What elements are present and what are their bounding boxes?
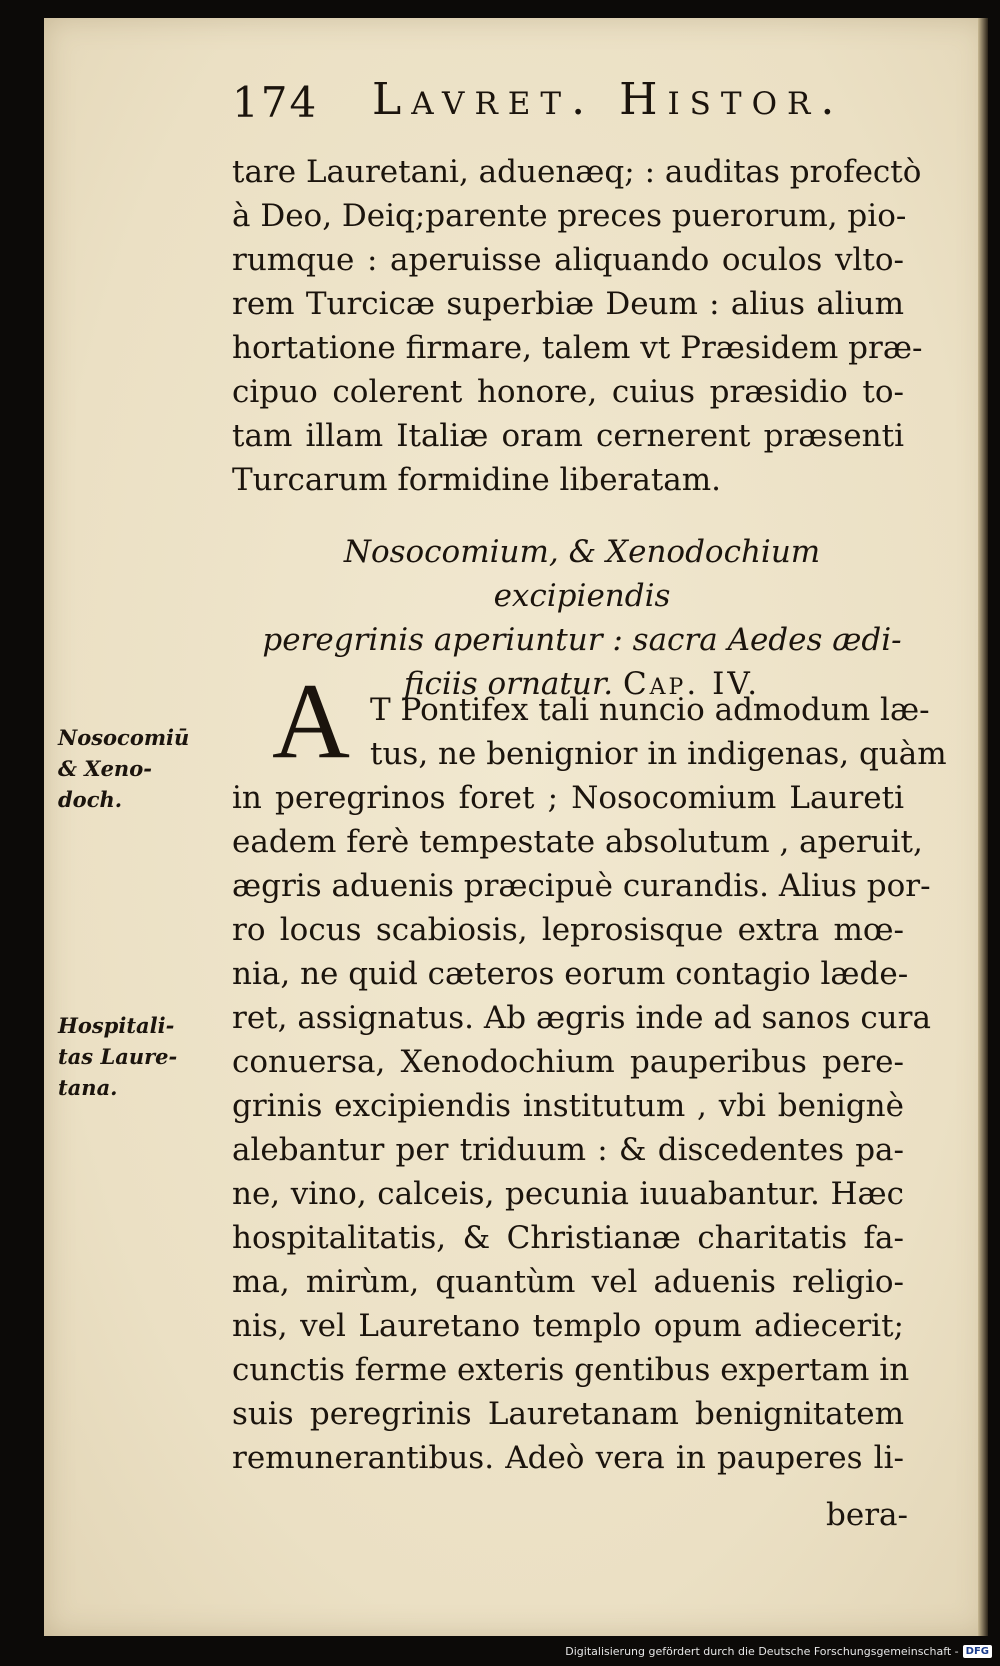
text-line: suis peregrinis Lauretanam benignitatem — [232, 1396, 904, 1432]
text-line: hospitalitatis, & Christianæ charitatis fa- — [232, 1220, 904, 1256]
digitization-credit — [565, 1645, 992, 1658]
chapter-heading — [262, 530, 902, 706]
text-line: nis, vel Lauretano templo opum adiecerit; — [232, 1308, 904, 1344]
page-header — [232, 70, 872, 140]
text-line: cipuo colerent honore, cuius præsidio to- — [232, 374, 904, 410]
text-line: ma, mirùm, quantùm vel aduenis religio- — [232, 1264, 904, 1300]
text-line: Turcarum formidine liberatam. — [232, 462, 722, 498]
page-number: 174 — [232, 78, 319, 127]
text-line: conuersa, Xenodochium pauperibus pere- — [232, 1044, 904, 1080]
chapter-heading-line: peregrinis aperiuntur : sacra Aedes ædi- — [262, 622, 902, 658]
text-line: tus, ne benignior in indigenas, quàm — [370, 736, 947, 772]
text-line: ne, vino, calceis, pecunia iuuabantur. Hæc — [232, 1176, 904, 1212]
catchword: bera- — [826, 1497, 908, 1533]
dfg-logo-icon: DFG — [963, 1645, 992, 1658]
text-line: à Deo, Deiq;parente preces puerorum, pio- — [232, 198, 907, 234]
chapter-heading-text: ficiis ornatur. — [403, 666, 614, 702]
chapter-label: Cap. IV. — [622, 666, 761, 702]
marginal-note-line: Hospitali- — [58, 1013, 175, 1038]
marginal-note-line: doch. — [58, 787, 123, 812]
text-line: in peregrinos foret ; Nosocomium Laureti — [232, 780, 904, 816]
paragraph-1 — [232, 150, 923, 502]
drop-cap: A — [272, 662, 350, 781]
text-line: ro locus scabiosis, leprosisque extra mœ- — [232, 912, 904, 948]
paragraph-2-indented — [370, 688, 947, 776]
text-line: tare Lauretani, aduenæq; : auditas profectò — [232, 154, 922, 190]
marginal-note-nosocomium — [58, 722, 238, 815]
text-line: ægris aduenis præcipuè curandis. Alius por- — [232, 868, 931, 904]
marginal-note-line: Nosocomiū — [58, 725, 190, 750]
text-line: rumque : aperuisse aliquando oculos vlto- — [232, 242, 904, 278]
text-line: tam illam Italiæ oram cernerent præsenti — [232, 418, 904, 454]
credit-text: Digitalisierung gefördert durch die Deutsche Forschungsgemeinschaft - — [565, 1645, 959, 1658]
text-line: cunctis ferme exteris gentibus expertam in — [232, 1352, 910, 1388]
text-line: T Pontifex tali nuncio admodum læ- — [370, 692, 930, 728]
text-line: alebantur per triduum : & discedentes pa- — [232, 1132, 904, 1168]
text-line: nia, ne quid cæteros eorum contagio læde- — [232, 956, 909, 992]
text-line: grinis excipiendis institutum , vbi benignè — [232, 1088, 904, 1124]
marginal-note-line: tas Laure- — [58, 1044, 178, 1069]
chapter-heading-line: Nosocomium, & Xenodochium excipiendis — [343, 534, 821, 614]
text-line: ret, assignatus. Ab ægris inde ad sanos cura — [232, 1000, 931, 1036]
marginal-note-hospitalitas — [58, 1010, 238, 1103]
text-line: remunerantibus. Adeò vera in pauperes li- — [232, 1440, 904, 1476]
paragraph-2 — [232, 776, 931, 1480]
text-line: eadem ferè tempestate absolutum , aperuit, — [232, 824, 923, 860]
text-line: hortatione firmare, talem vt Præsidem præ- — [232, 330, 923, 366]
running-title: Lavret. Histor. — [372, 74, 845, 125]
page-gutter-shadow — [978, 18, 988, 1636]
marginal-note-line: tana. — [58, 1075, 118, 1100]
marginal-note-line: & Xeno- — [58, 756, 152, 781]
text-line: rem Turcicæ superbiæ Deum : alius alium — [232, 286, 904, 322]
